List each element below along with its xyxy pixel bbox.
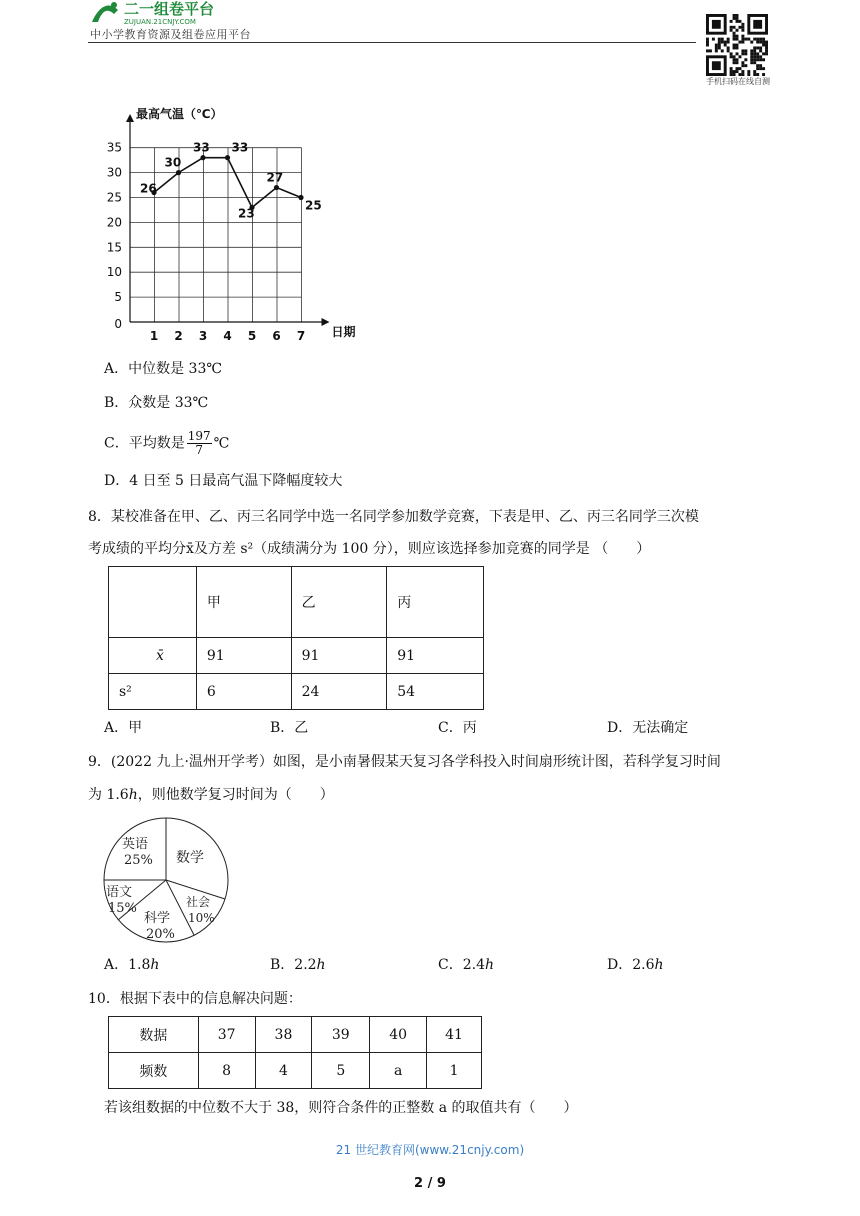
data-label: 30: [164, 155, 182, 170]
q10-table: [108, 1016, 482, 1089]
x-tick-label: 3: [198, 329, 208, 343]
q10-stem-line2: 若该组数据的中位数不大于 38，则符合条件的正整数 a 的取值共有（ ）: [104, 1100, 578, 1116]
q7-option-c[interactable]: [104, 430, 229, 457]
q9-stem-line2: 为 1.6ℎ，则他数学复习时间为（ ）: [88, 787, 334, 803]
q8-stem-line1: 8．某校准备在甲、乙、丙三名同学中选一名同学参加数学竞赛，下表是甲、乙、丙三名同学三次模: [88, 509, 699, 525]
q8-option-b[interactable]: B．乙: [270, 720, 309, 736]
data-point: [298, 195, 303, 200]
y-tick-label: 15: [106, 240, 122, 255]
data-label: 27: [266, 170, 284, 185]
data-label: 33: [231, 140, 249, 155]
fraction-numerator: 197: [187, 429, 211, 443]
y-tick-label: 20: [106, 215, 122, 230]
table-cell: 24: [291, 674, 387, 710]
q7-option-b[interactable]: B．众数是 33℃: [104, 395, 209, 411]
table-cell: 38: [255, 1017, 312, 1053]
qr-caption: 手机扫码在线自测: [706, 77, 770, 86]
table-header: 丙: [387, 567, 484, 638]
x-tick-label: 6: [272, 329, 281, 343]
table-cell: 91: [196, 638, 291, 674]
data-point: [274, 185, 279, 190]
q7-option-c-prefix: C．平均数是: [104, 435, 185, 452]
data-point: [176, 170, 181, 175]
y-tick-label: 30: [106, 165, 122, 180]
x-tick-label: 5: [247, 329, 257, 343]
table-header: 乙: [291, 567, 387, 638]
y-tick-label: 35: [106, 140, 122, 155]
q7-option-c-suffix: ℃: [213, 435, 230, 452]
q10-stem-line1: 10．根据下表中的信息解决问题：: [88, 991, 302, 1007]
table-cell: 37: [198, 1017, 255, 1053]
footer-link[interactable]: 21 世纪教育网(www.21cnjy.com): [335, 1143, 525, 1157]
logo-text: 二一组卷平台: [124, 0, 215, 18]
q9-stem-line1: 9．(2022 九上·温州开学考）如图，是小南暑假某天复习各学科投入时间扇形统计图，若科学复习时间: [88, 754, 721, 770]
table-cell: 54: [387, 674, 484, 710]
x-tick-label: 1: [149, 329, 159, 343]
data-label: 25: [305, 198, 322, 213]
data-label: 23: [238, 206, 255, 221]
table-cell: 91: [291, 638, 387, 674]
site-logo: [88, 0, 274, 26]
table-cell: 4: [255, 1053, 312, 1089]
q9-option-b[interactable]: B．2.2ℎ: [270, 957, 326, 973]
x-tick-label: 7: [296, 329, 306, 343]
qr-code-icon: [706, 14, 768, 76]
table-cell: 39: [312, 1017, 370, 1053]
pie-label-social: 社会: [186, 895, 211, 909]
x-axis-label: 日期: [331, 325, 356, 339]
table-cell: 41: [427, 1017, 482, 1053]
pie-pct-science: 20%: [146, 927, 175, 942]
temperature-line-chart: [100, 100, 380, 350]
data-label: 33: [193, 140, 210, 155]
header-subtitle: 中小学教育资源及组卷应用平台: [90, 28, 251, 41]
pie-pct-english: 25%: [124, 853, 153, 868]
y-tick-label: 0: [114, 317, 122, 331]
y-tick-label: 10: [106, 265, 122, 280]
y-tick-label: 5: [114, 290, 122, 305]
x-axis-arrow: [322, 318, 330, 326]
q8-stem-line2: 考成绩的平均分x̄及方差 s²（成绩满分为 100 分），则应该选择参加竞赛的同学是 （ ）: [88, 541, 651, 557]
table-row-label: 频数: [109, 1053, 199, 1089]
table-cell: 5: [312, 1053, 370, 1089]
table-cell: a: [370, 1053, 427, 1089]
table-row-label: 数据: [109, 1017, 199, 1053]
data-point: [225, 155, 230, 160]
pie-label-science: 科学: [144, 911, 171, 926]
table-cell: 40: [370, 1017, 427, 1053]
x-tick-label: 2: [174, 329, 183, 343]
q8-option-a[interactable]: A．甲: [104, 720, 143, 736]
fraction: [187, 430, 212, 457]
table-cell: 1: [427, 1053, 482, 1089]
q9-option-d[interactable]: D．2.6ℎ: [607, 957, 664, 973]
pie-label-chinese: 语文: [106, 885, 133, 900]
fraction-denominator: 7: [195, 443, 203, 457]
y-tick-label: 25: [106, 190, 122, 205]
table-cell: 8: [198, 1053, 255, 1089]
table-cell: [109, 567, 197, 638]
pie-label-english: 英语: [122, 837, 149, 852]
pie-label-math: 数学: [176, 850, 204, 866]
y-axis-arrow: [126, 114, 134, 122]
q9-option-a[interactable]: A．1.8ℎ: [104, 957, 160, 973]
q7-option-d[interactable]: D．4 日至 5 日最高气温下降幅度较大: [104, 473, 343, 489]
table-row-label: s²: [109, 674, 197, 710]
data-label: 26: [140, 181, 157, 196]
q9-option-c[interactable]: C．2.4ℎ: [438, 957, 494, 973]
table-row-label: x̄: [109, 638, 197, 674]
study-time-pie-chart: [100, 814, 232, 946]
logo-url: ZUJUAN.21CNJY.COM: [124, 18, 196, 26]
table-cell: 6: [196, 674, 291, 710]
pie-pct-social: 10%: [188, 911, 215, 925]
q8-option-c[interactable]: C．丙: [438, 720, 477, 736]
q8-table: [108, 566, 484, 710]
table-header: 甲: [196, 567, 291, 638]
page-number: 2 / 9: [414, 1176, 446, 1191]
q8-option-d[interactable]: D．无法确定: [607, 720, 689, 736]
header-divider: [88, 42, 696, 43]
data-point: [200, 155, 205, 160]
x-tick-label: 4: [223, 329, 232, 343]
pie-pct-chinese: 15%: [108, 901, 137, 916]
q7-option-a[interactable]: A．中位数是 33℃: [104, 361, 223, 377]
y-axis-label: 最高气温（℃）: [136, 107, 223, 121]
table-cell: 91: [387, 638, 484, 674]
